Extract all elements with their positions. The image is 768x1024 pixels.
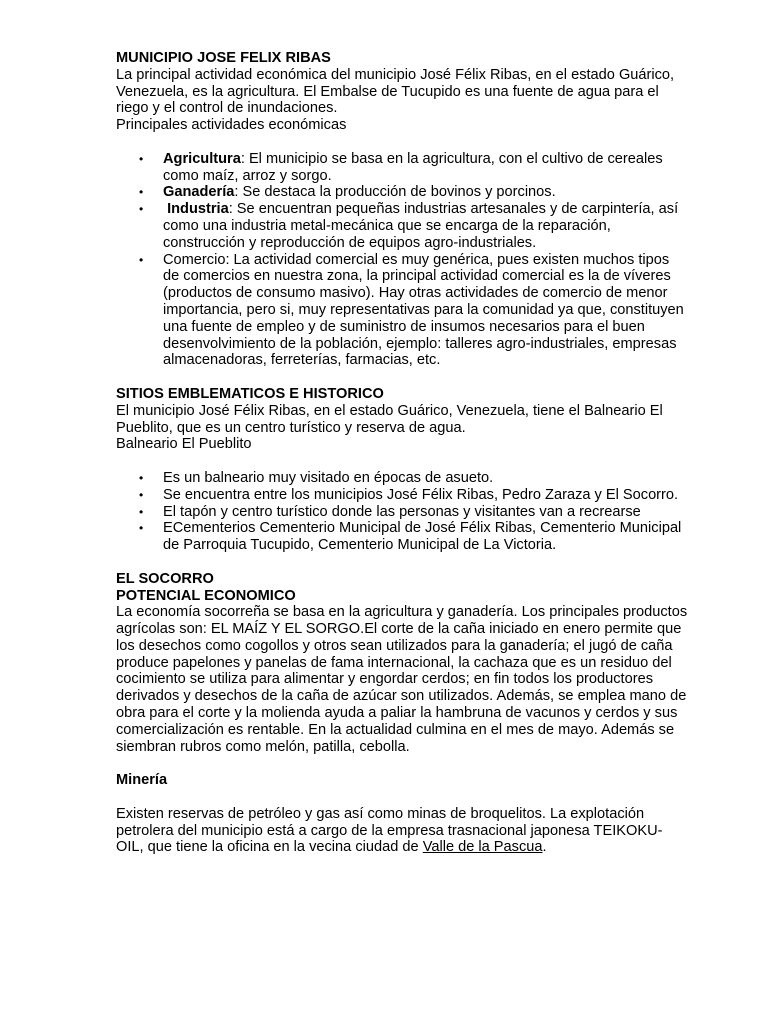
section-heading-sitios: SITIOS EMBLEMATICOS E HISTORICO xyxy=(116,385,384,402)
section-subheading-balneario: Balneario El Pueblito xyxy=(116,436,252,453)
section-heading-socorro: EL SOCORRO xyxy=(116,570,214,587)
list-item: • Es un balneario muy visitado en épocas de asueto. xyxy=(163,470,688,487)
list-item-text: : Se encuentran pequeñas industrias artesanales y de carpintería, así como una industria metal-mecánica que se encarga de la reparación, construcción y reproducción de equipos agro-industriales. xyxy=(163,201,679,251)
section-intro-sitios: El municipio José Félix Ribas, en el estado Guárico, Venezuela, tiene el Balneario El Pueblito, que es un centro turístico y reserva de agua. xyxy=(116,402,663,436)
balneario-list xyxy=(116,470,688,554)
list-item: • Se encuentra entre los municipios José Félix Ribas, Pedro Zaraza y El Socorro. xyxy=(163,487,688,504)
section-subheading-actividades: Principales actividades económicas xyxy=(116,117,347,134)
list-item xyxy=(163,184,688,201)
section-heading-mineria: Minería xyxy=(116,772,168,789)
blank-line xyxy=(116,369,688,386)
list-item-term: Industria xyxy=(167,201,229,218)
list-item xyxy=(163,151,688,185)
list-item-text: : El municipio se basa en la agricultura, con el cultivo de cereales como maíz, arroz y sorgo. xyxy=(163,150,663,184)
list-item: • El tapón y centro turístico donde las personas y visitantes van a recrearse xyxy=(163,504,688,521)
mineria-text-end: . xyxy=(542,839,547,856)
section-heading-potencial: POTENCIAL ECONOMICO xyxy=(116,587,296,604)
valle-de-la-pascua-link[interactable]: Valle de la Pascua xyxy=(422,839,543,856)
blank-line xyxy=(116,453,688,470)
section-intro-municipio: La principal actividad económica del municipio José Félix Ribas, en el estado Guárico, Venezuela, es la agricultura. El Embalse de Tucupido es una fuente de agua para el riego y el control de inundaciones. xyxy=(116,66,675,117)
list-item xyxy=(163,252,688,370)
mineria-text: Existen reservas de petróleo y gas así como minas de broquelitos. La explotación petrolera del municipio está a cargo de la empresa trasnacional japonesa TEIKOKU-OIL, que tiene la oficina en la vecina ciudad de xyxy=(116,805,663,856)
section-body-mineria xyxy=(116,806,688,856)
list-item: • ECementerios Cementerio Municipal de José Félix Ribas, Cementerio Municipal de Parroquia Tucupido, Cementerio Municipal de La Victoria. xyxy=(163,520,688,554)
list-item xyxy=(163,201,688,251)
actividades-list xyxy=(116,151,688,369)
blank-line xyxy=(116,789,688,806)
blank-line xyxy=(116,554,688,571)
list-item-term: Agricultura xyxy=(163,150,241,167)
document-page xyxy=(116,50,688,856)
blank-line xyxy=(116,134,688,151)
list-item-text: : Se destaca la producción de bovinos y porcinos. xyxy=(234,184,556,201)
list-item-text: Comercio: La actividad comercial es muy genérica, pues existen muchos tipos de comercios en nuestra zona, la principal actividad comercial es la de víveres (productos de consumo masivo). Hay otras actividades de comercio de menor importancia, pero si, muy representativas para la comunidad ya que, constituyen una fuente de empleo y de suministro de insumos necesarios para el buen desenvolvimiento de la población, ejemplo: talleres agro-industriales, empresas almacenadoras, ferreterías, farmacias, etc. xyxy=(163,251,684,369)
blank-line xyxy=(116,755,688,772)
section-body-potencial: La economía socorreña se basa en la agricultura y ganadería. Los principales productos agrícolas son: EL MAÍZ Y EL SORGO.El corte de la caña iniciado en enero permite que los desechos como cogollos y otros sean utilizados para la ganadería; el jugó de caña produce papelones y panelas de fama internacional, la cachaza que es un residuo del cocimiento se utiliza para alimentar y engordar cerdos; en fin todos los productores derivados y desechos de la caña de azúcar son utilizados. Además, se emplea mano de obra para el corte y la molienda ayuda a paliar la hambruna de vacunos y cerdos y sus comercialización es rentable. En la actualidad culmina en el mes de mayo. Además se siembran rubros como melón, patilla, cebolla. xyxy=(116,604,688,755)
list-item-term: Ganadería xyxy=(163,184,235,201)
section-heading-municipio: MUNICIPIO JOSE FELIX RIBAS xyxy=(116,50,331,66)
